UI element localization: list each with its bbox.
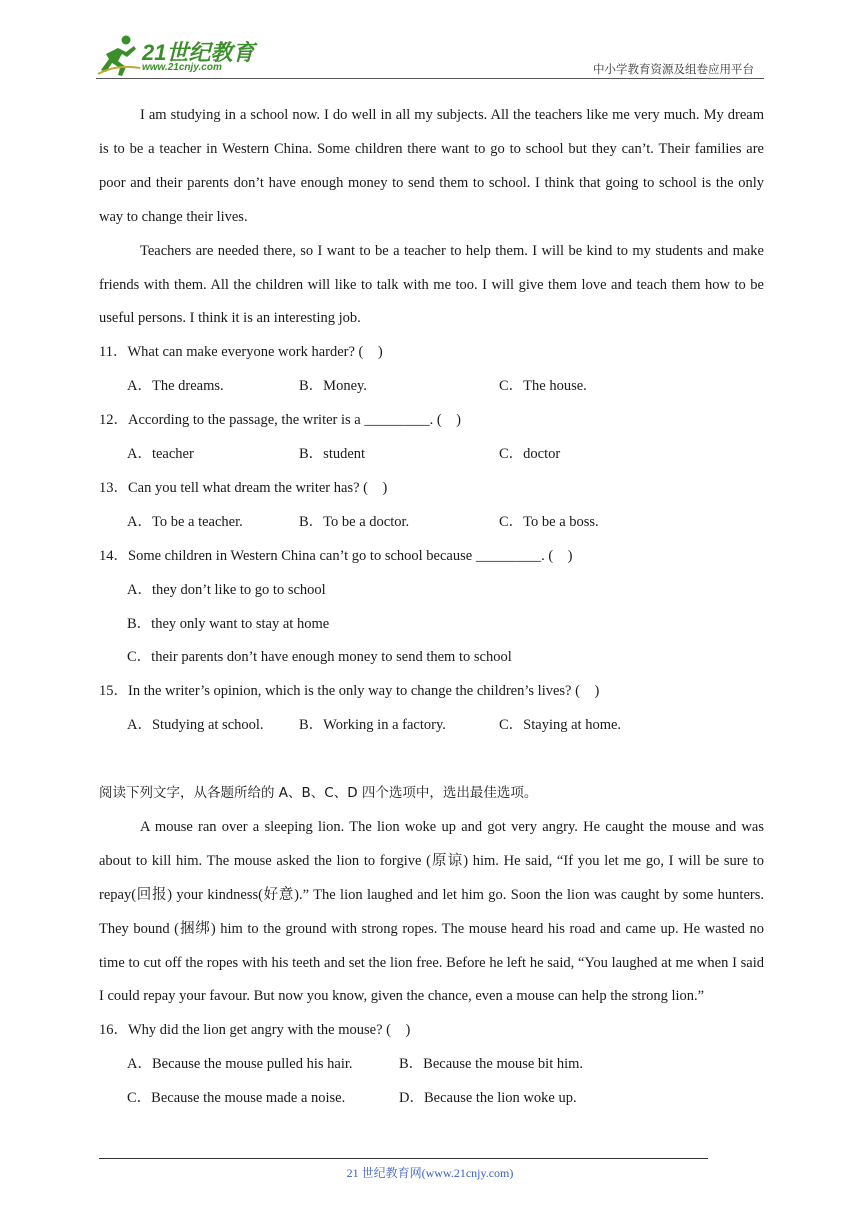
header-divider bbox=[96, 78, 764, 79]
logo-text: 21世纪教育 bbox=[142, 40, 255, 65]
option-c[interactable]: C．their parents don’t have enough money to send them to school bbox=[127, 649, 512, 666]
question-15-options bbox=[99, 709, 764, 743]
page-header bbox=[0, 0, 860, 82]
passage-1-paragraph-1: I am studying in a school now. I do well in all my subjects. All the teachers like me very much. My dream is to be a teacher in Western China. Some children there want to go to school but they can’t. Their families are poor and their parents don’t have enough money to send them to school. I think that going to school is the only way to change their lives. bbox=[99, 107, 764, 225]
question-15: 15．In the writer’s opinion, which is the only way to change the children’s lives? ( ) bbox=[99, 683, 600, 700]
runner-logo-icon bbox=[96, 34, 144, 78]
question-13-options bbox=[99, 506, 764, 540]
question-12-options bbox=[99, 438, 764, 472]
option-b[interactable]: B．To be a doctor. bbox=[299, 513, 410, 530]
question-14: 14．Some children in Western China can’t go to school because _________. ( ) bbox=[99, 547, 573, 564]
question-16-options-row-1 bbox=[99, 1048, 764, 1082]
question-12: 12．According to the passage, the writer is a _________. ( ) bbox=[99, 412, 462, 429]
logo-url: www.21cnjy.com bbox=[142, 62, 222, 73]
option-a[interactable]: A．teacher bbox=[127, 446, 194, 463]
passage-2-paragraph: A mouse ran over a sleeping lion. The lion woke up and got very angry. He caught the mouse and was about to kill him. The mouse asked the lion to forgive (原谅) him. He said, “If you let me go, I will be sure to repay(回报) your kindness(好意).” The lion laughed and let him go. Soon the lion was caught by some hunters. They bound (捆绑) him to the ground with strong ropes. The mouse heard his road and came up. He wasted no time to cut off the ropes with his teeth and set the lion free. Before he left he said, “You laughed at me when I said I could repay your favour. But now you know, given the chance, even a mouse can help the strong lion.” bbox=[99, 818, 764, 1005]
section-instruction: 阅读下列文字，从各题所给的 A、B、C、D 四个选项中，选出最佳选项。 bbox=[99, 785, 538, 802]
option-c[interactable]: C．To be a boss. bbox=[499, 513, 599, 530]
question-11: 11．What can make everyone work harder? ( ) bbox=[99, 344, 383, 361]
option-c[interactable]: C．The house. bbox=[499, 378, 587, 395]
option-c[interactable]: C．Because the mouse made a noise. bbox=[127, 1090, 346, 1107]
option-a[interactable]: A．Because the mouse pulled his hair. bbox=[127, 1056, 353, 1073]
option-c[interactable]: C．doctor bbox=[499, 446, 561, 463]
platform-title: 中小学教育资源及组卷应用平台 bbox=[593, 62, 754, 76]
option-a[interactable]: A．Studying at school. bbox=[127, 717, 264, 734]
option-d[interactable]: D．Because the lion woke up. bbox=[399, 1090, 577, 1107]
option-b[interactable]: B．Money. bbox=[299, 378, 367, 395]
question-16: 16．Why did the lion get angry with the mouse? ( ) bbox=[99, 1022, 411, 1039]
option-a[interactable]: A．To be a teacher. bbox=[127, 513, 243, 530]
question-11-options bbox=[99, 370, 764, 404]
section-gap bbox=[99, 743, 764, 777]
option-b[interactable]: B．Working in a factory. bbox=[299, 717, 446, 734]
question-16-options-row-2 bbox=[99, 1082, 764, 1116]
option-a[interactable]: A．they don’t like to go to school bbox=[127, 581, 326, 598]
option-b[interactable]: B．Because the mouse bit him. bbox=[399, 1056, 584, 1073]
passage-1-paragraph-2: Teachers are needed there, so I want to be a teacher to help them. I will be kind to my students and make friends with them. All the children will like to talk with me too. I will give them love and teach them how to be useful persons. I think it is an interesting job. bbox=[99, 242, 764, 327]
option-c[interactable]: C．Staying at home. bbox=[499, 717, 622, 734]
question-13: 13．Can you tell what dream the writer has? ( ) bbox=[99, 479, 388, 496]
page-content bbox=[99, 99, 764, 1116]
option-b[interactable]: B．student bbox=[299, 446, 366, 463]
footer-divider bbox=[99, 1158, 708, 1159]
footer-link[interactable]: 21 世纪教育网(www.21cnjy.com) bbox=[346, 1166, 514, 1180]
option-b[interactable]: B．they only want to stay at home bbox=[127, 615, 330, 632]
option-a[interactable]: A．The dreams. bbox=[127, 378, 224, 395]
logo bbox=[96, 34, 266, 78]
